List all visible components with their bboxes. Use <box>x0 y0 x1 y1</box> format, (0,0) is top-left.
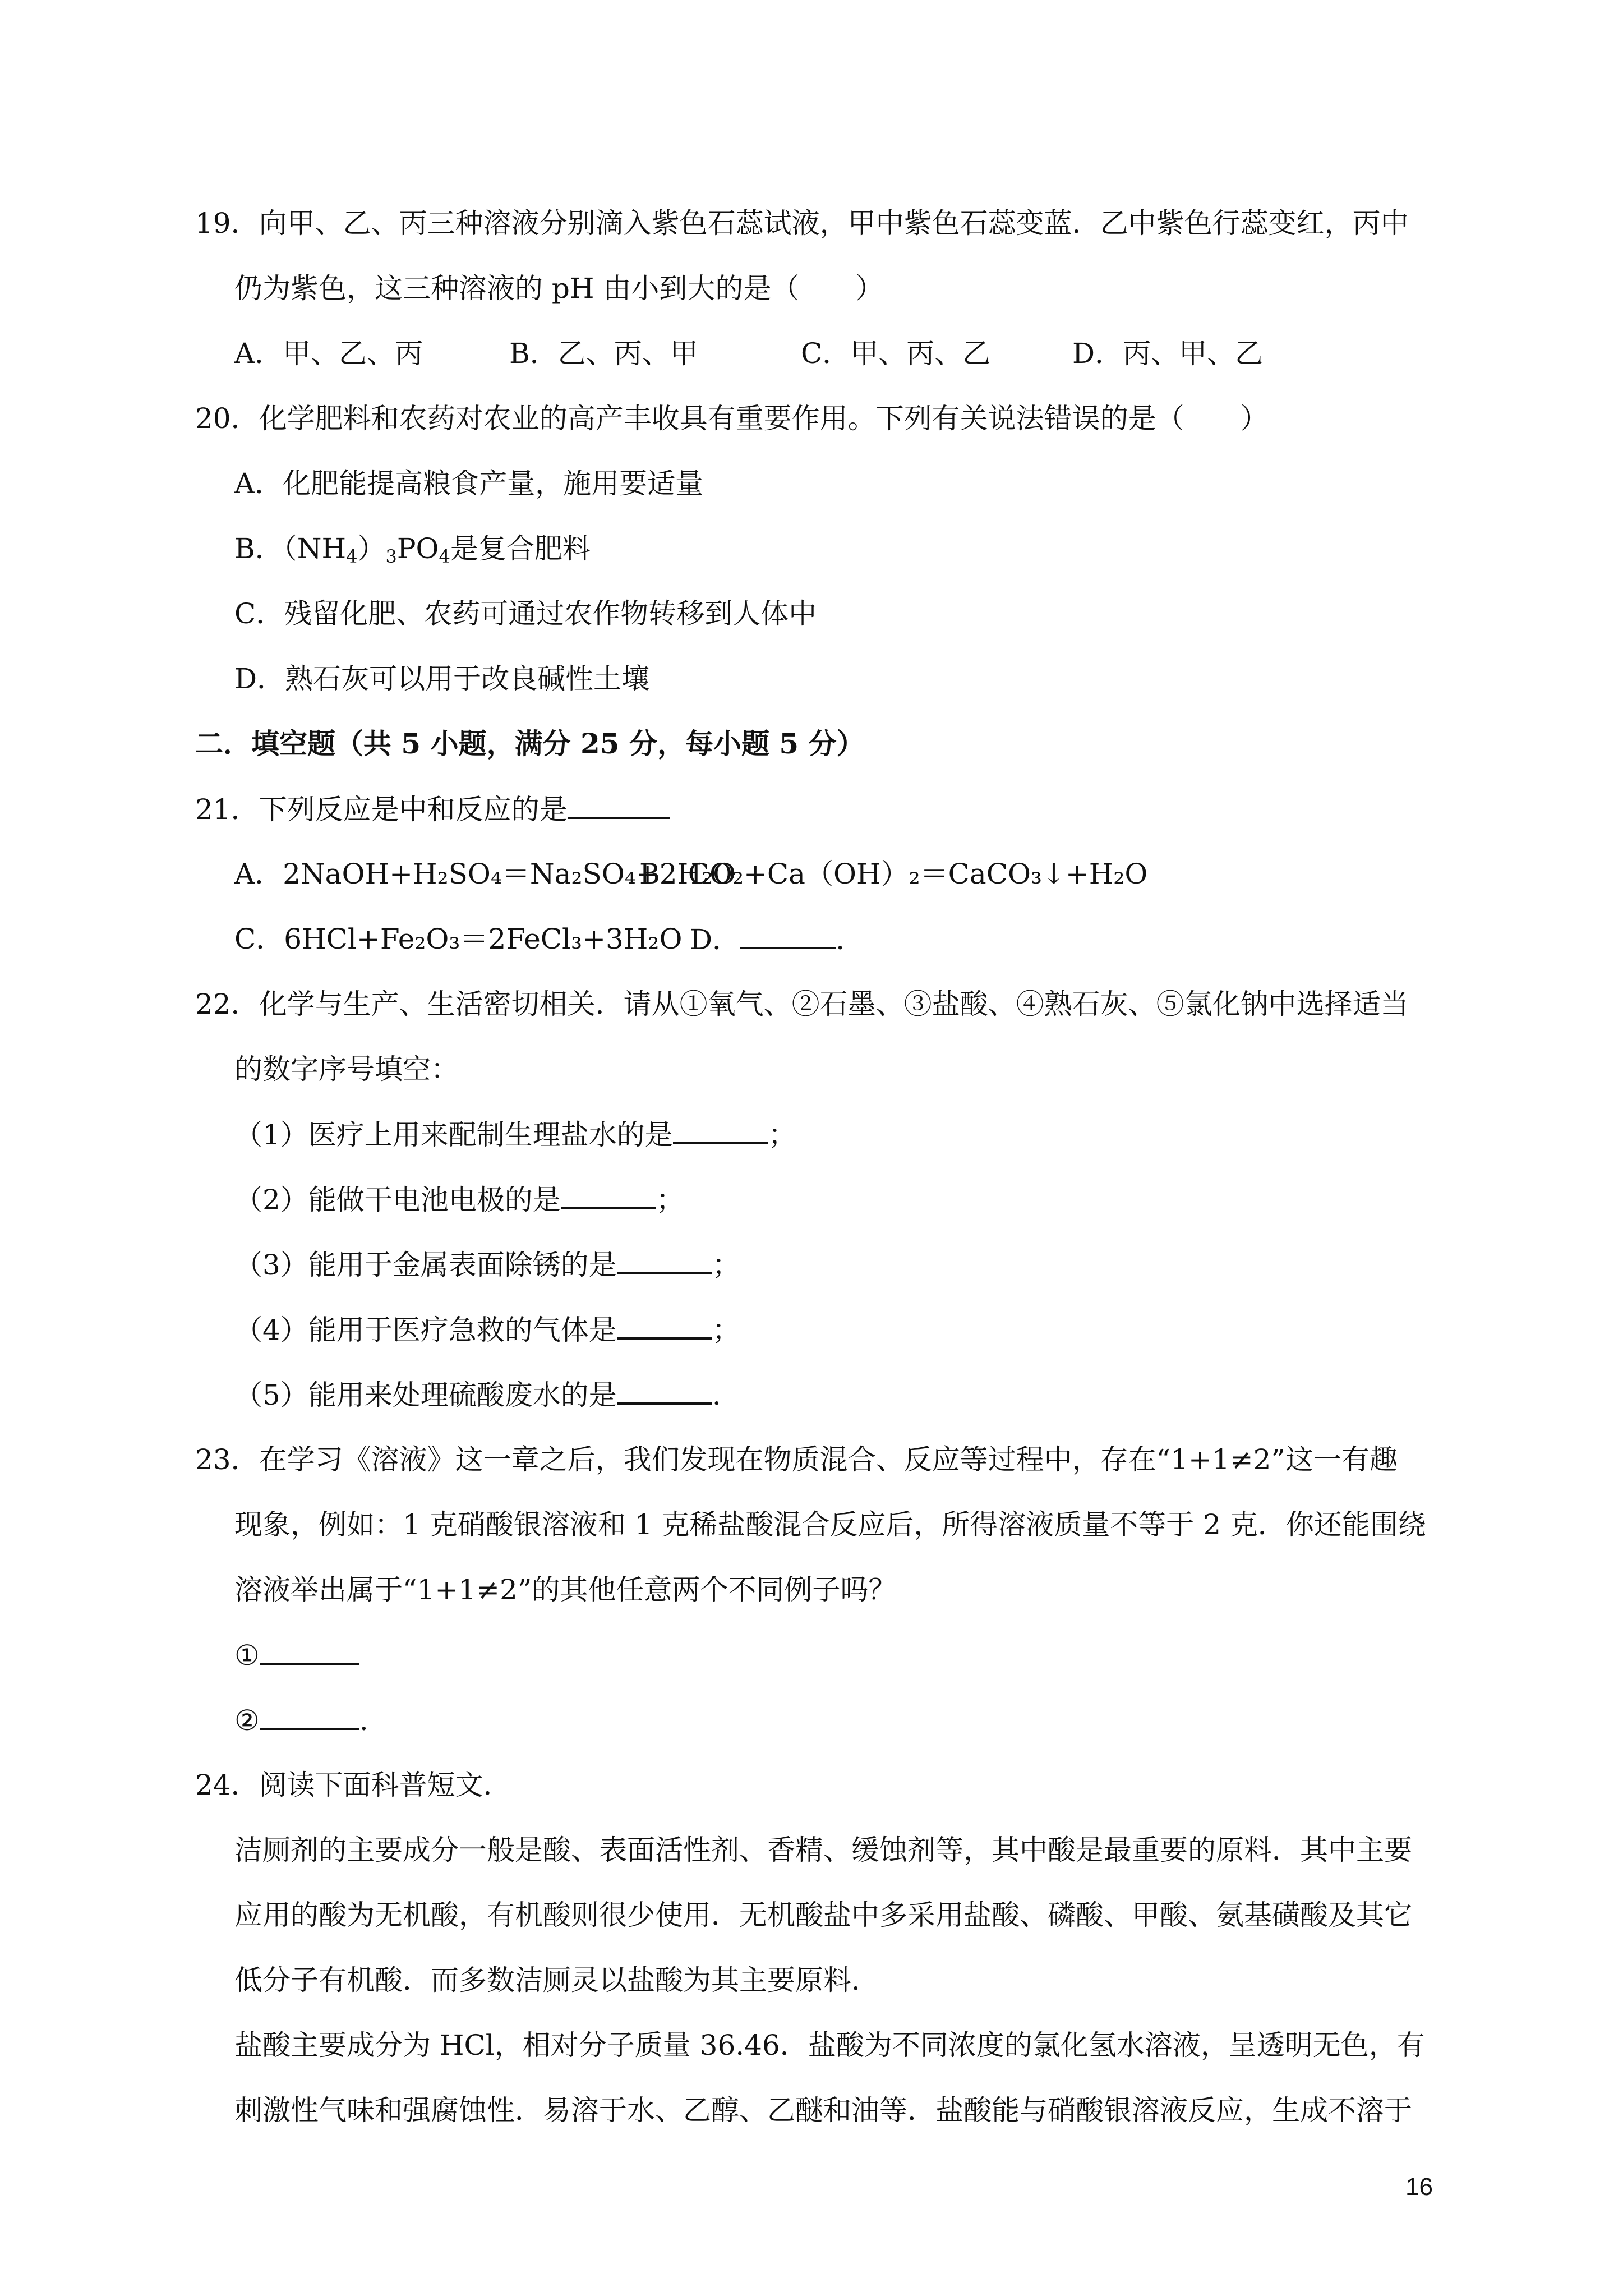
q19-option-b: B．乙、丙、甲 <box>509 337 698 370</box>
q22-item-4-end: ； <box>712 1314 740 1346</box>
q21-d-blank[interactable] <box>740 922 836 949</box>
q20-option-a: A．化肥能提高粮食产量，施用要适量 <box>234 467 704 500</box>
q22-item-3 <box>234 1248 740 1282</box>
q22-item-5-end: . <box>712 1379 721 1411</box>
q23-answer-2 <box>234 1703 368 1737</box>
q20-b-suffix: 是复合肥料 <box>450 532 591 565</box>
q24-paragraph2-line2: 刺激性气味和强腐蚀性．易溶于水、乙醇、乙醚和油等．盐酸能与硝酸银溶液反应，生成不溶于 <box>234 2094 1412 2127</box>
q21-option-a: A．2NaOH+H₂SO₄＝Na₂SO₄+2H₂O <box>234 858 736 890</box>
q24-paragraph1-line2: 应用的酸为无机酸，有机酸则很少使用．无机酸盐中多采用盐酸、磷酸、甲酸、氨基磺酸及其它 <box>234 1899 1412 1931</box>
q22-item-2-end: ； <box>656 1184 684 1216</box>
q23-answer-1 <box>234 1638 359 1672</box>
page-number: 16 <box>1405 2173 1433 2201</box>
q20-option-b <box>234 532 591 565</box>
q20-b-sub1: 4 <box>346 546 358 567</box>
q22-item-1-blank[interactable] <box>673 1117 768 1144</box>
q23-line2: 现象，例如：1 克硝酸银溶液和 1 克稀盐酸混合反应后，所得溶液质量不等于 2 克．你还能围绕 <box>234 1508 1426 1541</box>
q22-line2: 的数字序号填空： <box>234 1053 459 1085</box>
q23-answer-2-blank[interactable] <box>260 1703 359 1730</box>
q24-paragraph2-line1: 盐酸主要成分为 HCl，相对分子质量 36.46．盐酸为不同浓度的氯化氢水溶液，呈透明无色，有 <box>234 2029 1425 2062</box>
q22-item-2 <box>234 1182 684 1217</box>
q19-option-a: A．甲、乙、丙 <box>234 337 423 370</box>
q22-item-3-end: ； <box>712 1249 740 1281</box>
q21-d-end: . <box>836 923 845 956</box>
q22-item-1-end: ； <box>768 1119 796 1151</box>
q22-item-5-text: （5）能用来处理硫酸废水的是 <box>234 1379 617 1411</box>
q22-item-2-blank[interactable] <box>561 1182 656 1209</box>
q22-item-4-text: （4）能用于医疗急救的气体是 <box>234 1314 617 1346</box>
q21-option-b: B．CO₂+Ca（OH）₂＝CaCO₃↓+H₂O <box>639 858 1148 890</box>
q22-item-5 <box>234 1378 721 1412</box>
q20-b-po: PO <box>396 532 439 565</box>
q20-b-sub2: 3 <box>385 546 397 567</box>
q20-b-sub3: 4 <box>439 546 450 567</box>
q19-line1: 19．向甲、乙、丙三种溶液分别滴入紫色石蕊试液，甲中紫色石蕊变蓝．乙中紫色行蕊变红，丙中 <box>195 207 1409 240</box>
q24-paragraph1-line3: 低分子有机酸．而多数洁厕灵以盐酸为其主要原料． <box>234 1964 879 1996</box>
q21-option-d <box>690 922 845 956</box>
q21-answer-blank[interactable] <box>568 792 670 819</box>
q21-stem-text: 21．下列反应是中和反应的是 <box>195 793 568 826</box>
q20-stem: 20．化学肥料和农药对农业的高产丰收具有重要作用。下列有关说法错误的是（ ） <box>195 402 1269 435</box>
q20-b-prefix: B．（NH <box>234 532 347 565</box>
q21-d-label: D． <box>690 923 741 956</box>
q20-option-d: D．熟石灰可以用于改良碱性土壤 <box>234 662 650 695</box>
q23-answer-2-label: ② <box>234 1704 260 1737</box>
q20-option-c: C．残留化肥、农药可通过农作物转移到人体中 <box>234 597 817 630</box>
q23-line3: 溶液举出属于“1+1≠2”的其他任意两个不同例子吗？ <box>234 1573 897 1606</box>
q24-paragraph1-line1: 洁厕剂的主要成分一般是酸、表面活性剂、香精、缓蚀剂等，其中酸是最重要的原料．其中主要 <box>234 1834 1412 1866</box>
section-heading: 二．填空题（共 5 小题，满分 25 分，每小题 5 分） <box>195 727 865 760</box>
q22-item-3-text: （3）能用于金属表面除锈的是 <box>234 1249 617 1281</box>
q23-answer-2-end: . <box>359 1704 368 1737</box>
q24-stem: 24．阅读下面科普短文． <box>195 1769 511 1801</box>
q23-line1: 23．在学习《溶液》这一章之后，我们发现在物质混合、反应等过程中，存在“1+1≠2”这一有趣 <box>195 1443 1398 1476</box>
q22-item-5-blank[interactable] <box>617 1378 712 1405</box>
q19-option-d: D．丙、甲、乙 <box>1072 337 1264 370</box>
q20-b-mid: ） <box>357 532 386 565</box>
q21-option-c: C．6HCl+Fe₂O₃＝2FeCl₃+3H₂O <box>234 923 683 955</box>
q21-stem <box>195 792 670 826</box>
q22-item-2-text: （2）能做干电池电极的是 <box>234 1184 561 1216</box>
q19-line2: 仍为紫色，这三种溶液的 pH 由小到大的是（ ） <box>234 272 884 305</box>
q22-item-3-blank[interactable] <box>617 1248 712 1274</box>
q23-answer-1-blank[interactable] <box>260 1638 359 1665</box>
q22-item-1 <box>234 1117 796 1152</box>
q22-item-4 <box>234 1313 740 1347</box>
q23-answer-1-label: ① <box>234 1639 260 1672</box>
q22-line1: 22．化学与生产、生活密切相关．请从①氧气、②石墨、③盐酸、④熟石灰、⑤氯化钠中选择适当 <box>195 988 1409 1020</box>
q19-option-c: C．甲、丙、乙 <box>801 337 991 370</box>
q22-item-4-blank[interactable] <box>617 1313 712 1340</box>
q22-item-1-text: （1）医疗上用来配制生理盐水的是 <box>234 1119 673 1151</box>
